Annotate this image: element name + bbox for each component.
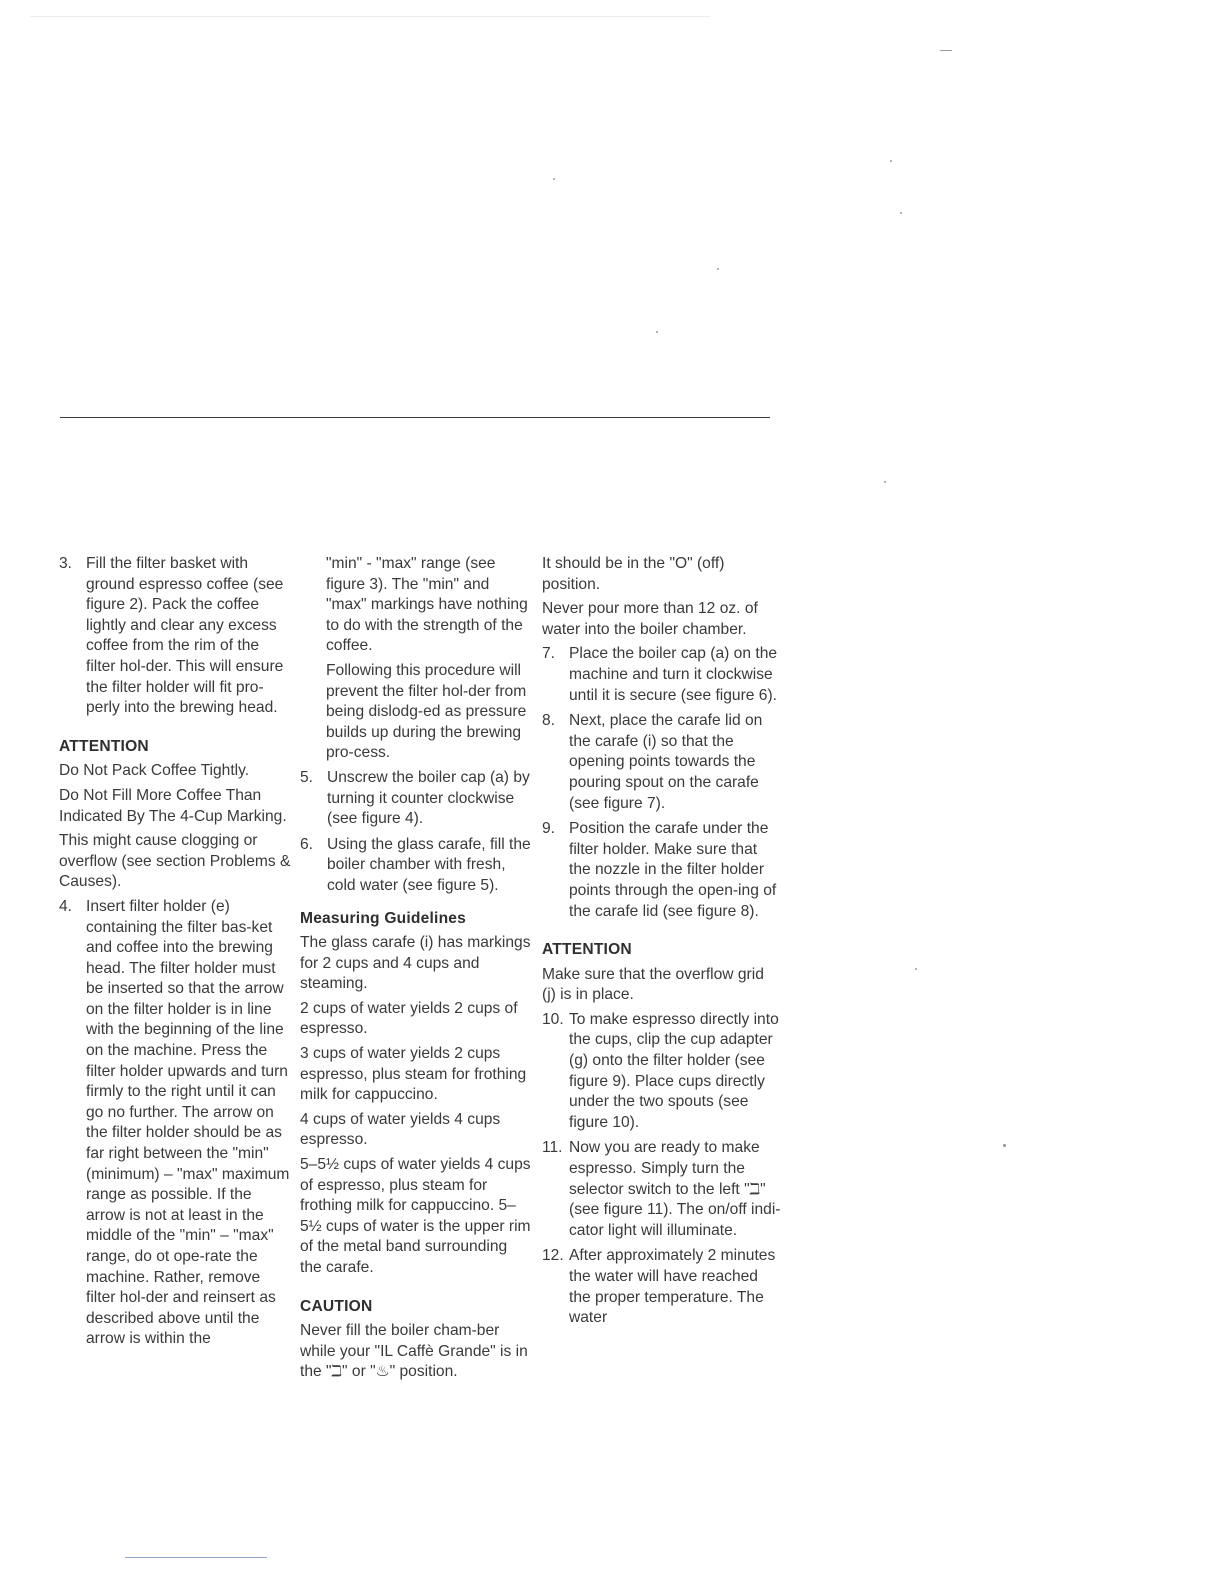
attention-paragraph: Do Not Pack Coffee Tightly. [59,762,250,780]
horizontal-rule [60,417,770,418]
top-faint-line [30,16,710,17]
list-item-text: Now you are ready to make espresso. Simply turn the selector switch to the left "ℶ" (see figure 11). The on/off indi-cator light will illuminate. [569,1139,781,1239]
measuring-paragraph: 4 cups of water yields 4 cups espresso. [300,1110,501,1149]
list-item-text: Position the carafe under the filter holder. Make sure that the nozzle in the filter holder points through the open-ing of the carafe lid (see figure 8). [569,820,777,920]
column-left [59,554,291,1355]
list-item-7 [542,644,782,706]
caution-heading: CAUTION [300,1297,373,1315]
list-item-text: Insert filter holder (e) containing the filter bas-ket and coffee into the brewing head. The filter holder must be inserted so that the arrow on the filter holder is in line with the beginning of the line on the machine. Press the filter holder upwards and turn firmly to the right until it can go no further. The arrow on the filter holder should be as far right between the "min" (minimum) – "max" maximum range as possible. If the arrow is not at least in the middle of the "min" – "max" range, do ot ope-rate the machine. Rather, remove filter hol-der and reinsert as described above until the arrow is within the [86,897,290,1348]
list-item-8 [542,711,782,814]
attention-heading: ATTENTION [59,737,149,755]
list-item-11 [542,1138,782,1241]
list-number: 10. [542,1010,564,1028]
list-item-6 [300,835,532,897]
list-item-text: Using the glass carafe, fill the boiler chamber with fresh, cold water (see figure 5). [327,835,531,894]
scan-speck [900,212,902,214]
scan-speck [915,968,917,970]
measuring-paragraph: The glass carafe (i) has markings for 2 cups and 4 cups and steaming. [300,934,531,993]
list-number: 8. [542,712,556,730]
scan-speck [890,160,892,162]
list-number: 11. [542,1139,563,1157]
list-number: 12. [542,1247,564,1265]
paragraph: It should be in the "O" (off) position. [542,555,725,593]
list-item-12 [542,1246,782,1328]
paragraph: Never pour more than 12 oz. of water into the boiler chamber. [542,600,758,638]
list-item-4-continued: "min" - "max" range (see figure 3). The "min" and "max" markings have nothing to do with the strength of the coffee. [326,555,528,655]
list-item-4 [59,897,291,1350]
list-item-text: Next, place the carafe lid on the carafe (i) so that the opening points towards the pouring spout on the carafe (see figure 7). [569,712,763,812]
scan-speck [717,268,719,270]
bottom-mark-line [125,1557,267,1558]
list-item-text: After approximately 2 minutes the water will have reached the proper temperature. The water [569,1247,776,1327]
list-item-3 [59,554,291,719]
list-item-4-continued: Following this procedure will prevent the filter hol-der from being dislodg-ed as pressure builds up during the brewing pro-cess. [326,661,527,762]
scan-speck [553,178,555,180]
attention-paragraph: This might cause clogging or overflow (see section Problems & Causes). [59,832,291,891]
attention-heading: ATTENTION [542,941,632,959]
list-number: 5. [300,768,314,786]
list-number: 3. [59,555,73,572]
measuring-paragraph: 5–5½ cups of water yields 4 cups of espresso, plus steam for frothing milk for cappuccino. 5–5½ cups of water is the upper rim of the metal band surrounding the carafe. [300,1156,531,1276]
list-number: 6. [300,835,314,853]
caution-paragraph: Never fill the boiler cham-ber while your "IL Caffè Grande" is in the "ℶ" or "♨" position. [300,1322,528,1381]
list-item-10 [542,1010,782,1134]
column-right [542,554,782,1334]
scan-speck [1003,1144,1006,1147]
list-item-text: Fill the filter basket with ground espresso coffee (see figure 2). Pack the coffee lightly and clear any excess coffee from the rim of the filter hol-der. This will ensure the filter holder will fit pro-perly into the brewing head. [86,555,284,717]
list-item-text: Place the boiler cap (a) on the machine and turn it clockwise until it is secure (see figure 6). [569,645,778,704]
scan-speck [884,481,886,483]
list-item-text: Unscrew the boiler cap (a) by turning it counter clockwise (see figure 4). [327,768,530,828]
list-number: 9. [542,820,556,838]
list-item-5 [300,768,532,830]
attention-paragraph: Do Not Fill More Coffee Than Indicated By The 4-Cup Marking. [59,786,287,825]
scan-speck [656,331,658,333]
measuring-guidelines-heading: Measuring Guidelines [300,909,467,927]
column-middle [300,554,532,1387]
measuring-paragraph: 3 cups of water yields 2 cups espresso, plus steam for frothing milk for cappuccino. [300,1045,527,1104]
list-number: 4. [59,897,73,915]
list-number: 7. [542,645,556,663]
list-item-text: To make espresso directly into the cups, clip the cup adapter (g) onto the filter holder (see figure 9). Place cups directly under the two spouts (see figure 10). [569,1010,779,1131]
list-item-9 [542,819,782,922]
scan-speck [940,50,952,51]
measuring-paragraph: 2 cups of water yields 2 cups of espresso. [300,999,518,1038]
attention-paragraph: Make sure that the overflow grid (j) is in place. [542,965,764,1004]
